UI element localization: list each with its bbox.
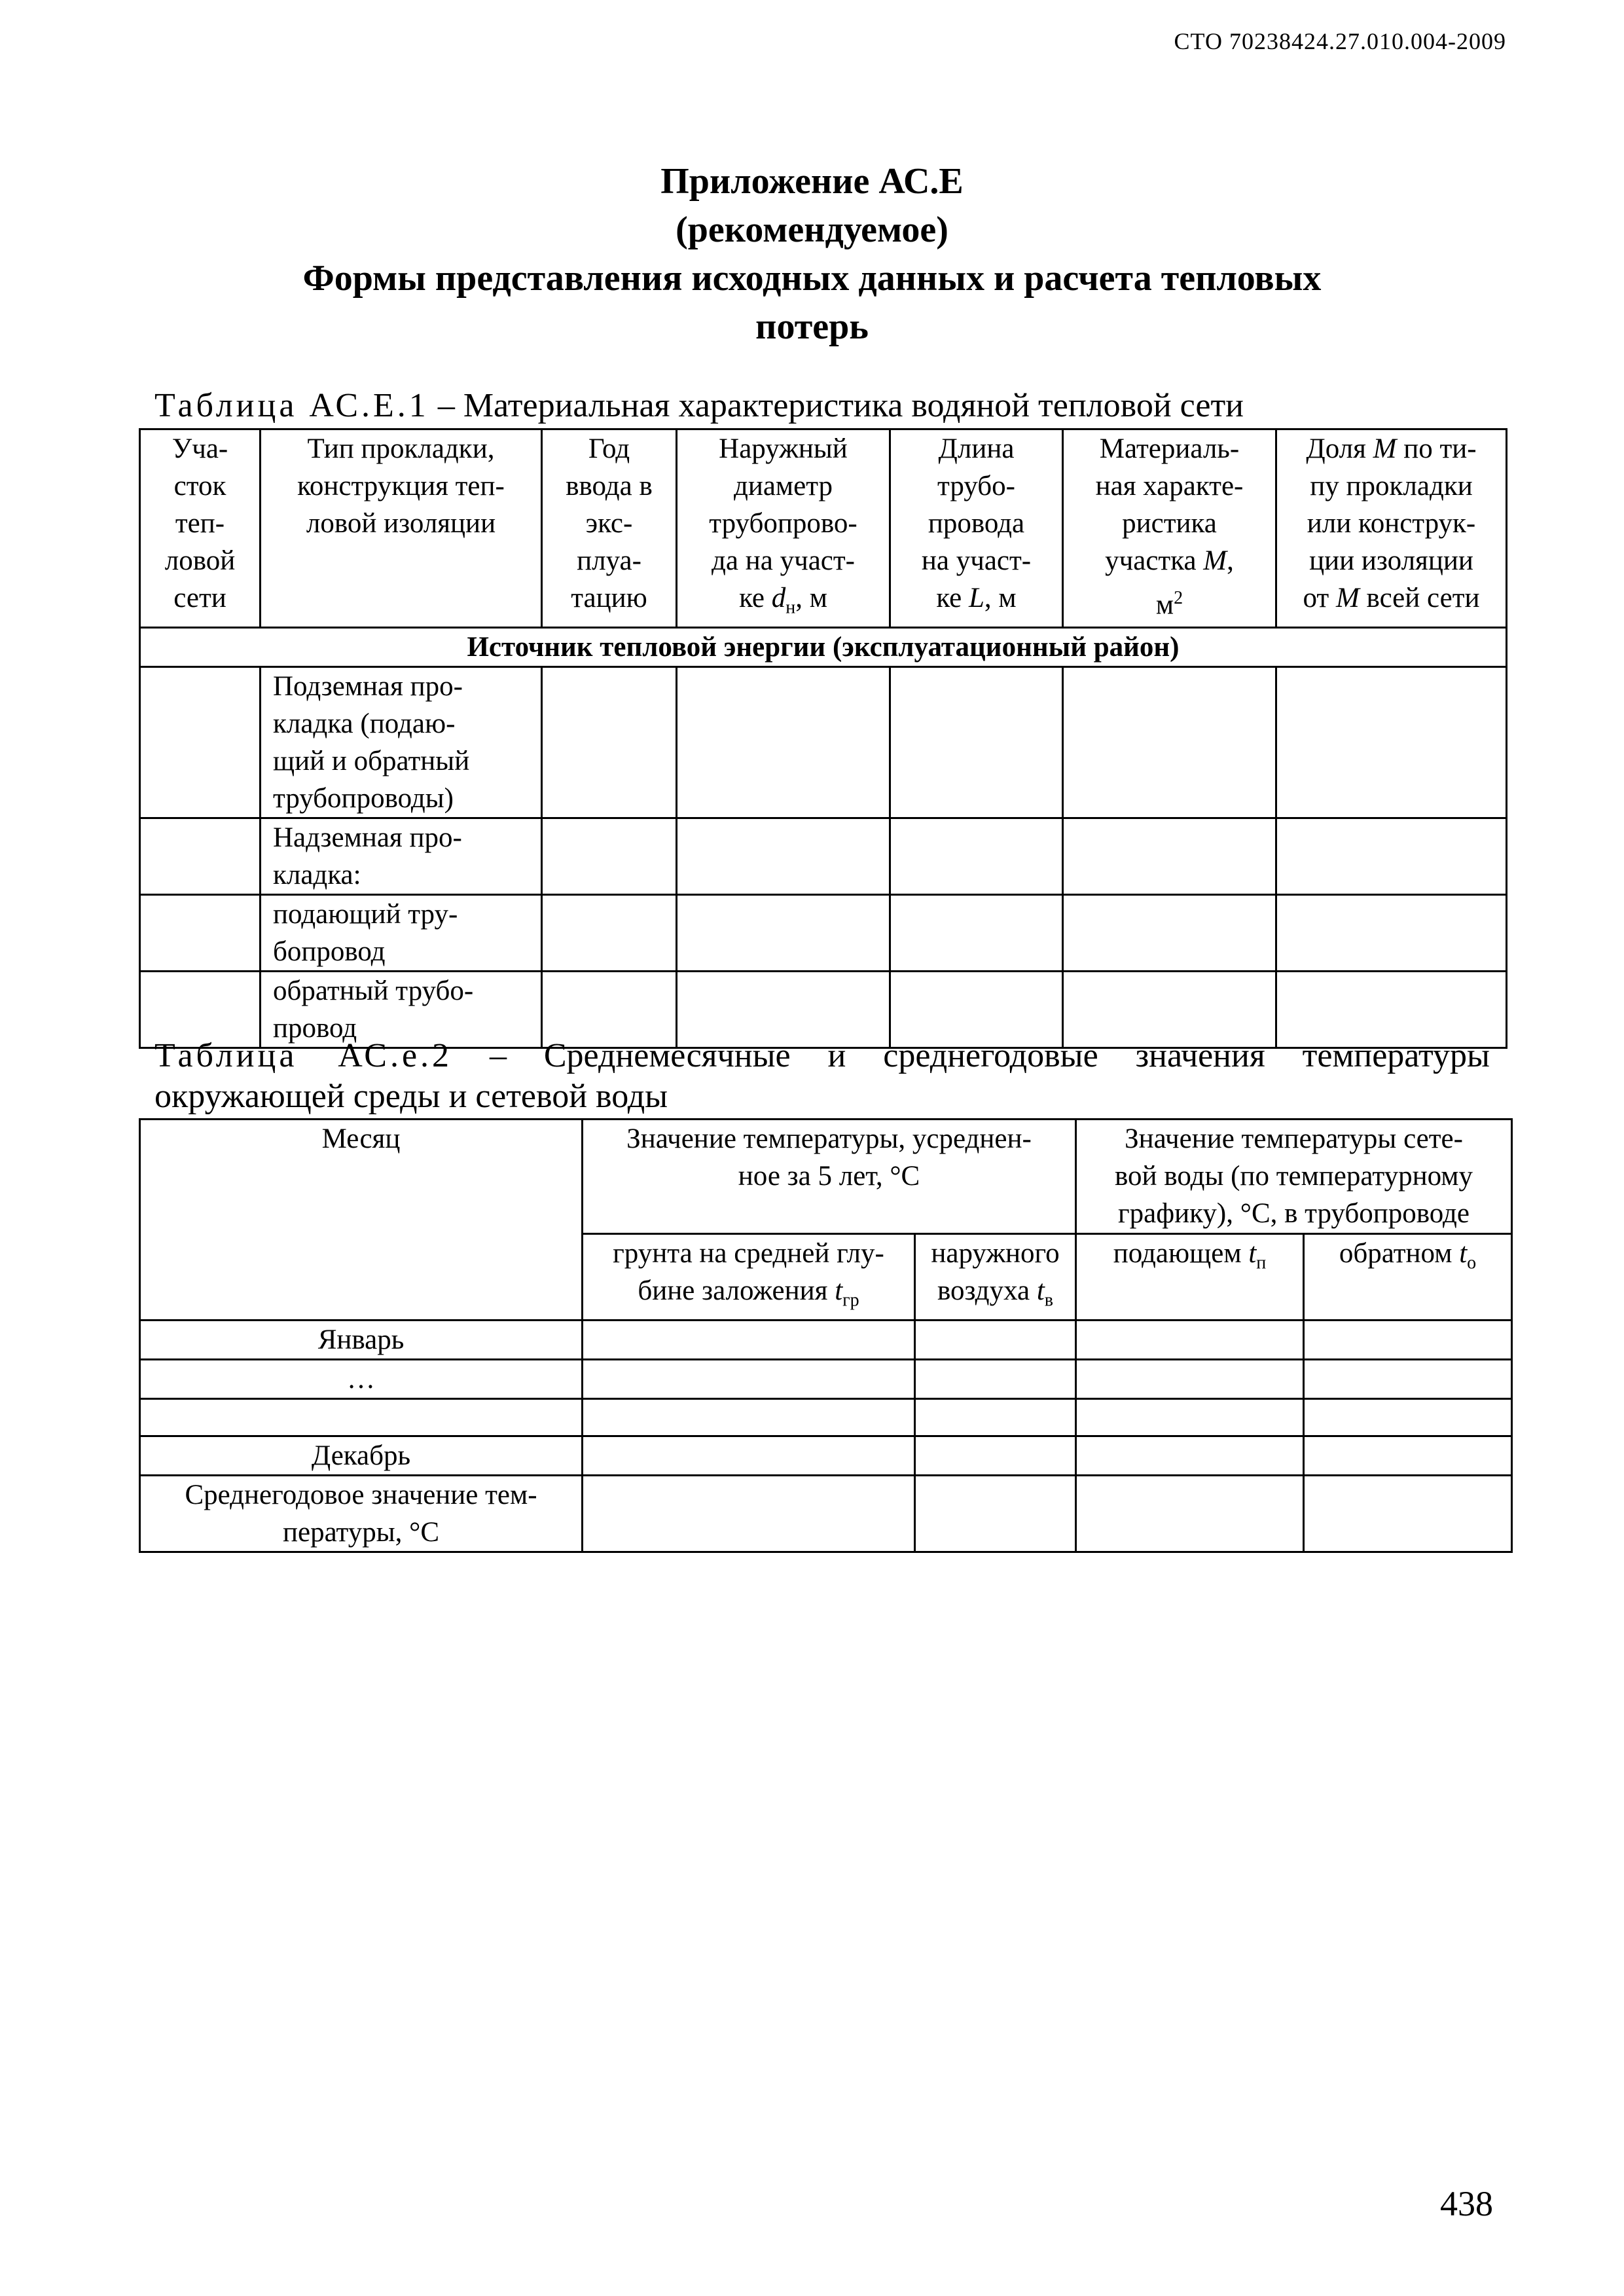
table2-header-row xyxy=(140,1120,1512,1234)
appendix-status: (рекомендуемое) xyxy=(676,210,948,250)
header-outer-diameter: Наружный диаметр трубопрово- да на участ- ке $d_н$, м xyxy=(677,429,890,628)
month-cell: Декабрь xyxy=(140,1436,583,1475)
table-row xyxy=(140,894,1507,971)
material-characteristic-table xyxy=(139,428,1507,1049)
row-label-aboveground: Надземная про- кладка: xyxy=(261,818,542,894)
row-label-underground: Подземная про- кладка (подаю- щий и обратный трубопроводы) xyxy=(261,666,542,818)
month-cell: … xyxy=(140,1359,583,1398)
header-length: Длина трубо- провода на участ- ке L, м xyxy=(890,429,1063,628)
header-month: Месяц xyxy=(140,1120,583,1321)
document-code: СТО 70238424.27.010.004-2009 xyxy=(1174,28,1506,54)
table1-header-row xyxy=(140,429,1507,628)
header-share: Доля M по ти- пу прокладки или конструк- ции изоляции от M всей сети xyxy=(1276,429,1507,628)
header-network-water-temp: Значение температуры сете- вой воды (по температурному графику), °С, в трубопроводе xyxy=(1076,1120,1512,1234)
temperature-table xyxy=(139,1118,1513,1553)
header-return: обратном $t_о$ xyxy=(1304,1234,1512,1321)
source-row-label: Источник тепловой энергии (эксплуатационный район) xyxy=(140,627,1507,666)
appendix-heading-line1: Формы представления исходных данных и расчета тепловых xyxy=(302,258,1322,299)
table-row xyxy=(140,1398,1512,1436)
row-label-supply: подающий тру- бопровод xyxy=(261,894,542,971)
table-row-annual xyxy=(140,1475,1512,1552)
page-number: 438 xyxy=(1440,2184,1493,2223)
appendix-title-block xyxy=(0,157,1624,351)
table-row xyxy=(140,666,1507,818)
month-cell: Январь xyxy=(140,1320,583,1359)
row-label-return: обратный трубо- провод xyxy=(261,971,542,1048)
header-avg-temp: Значение температуры, усреднен- ное за 5 лет, °С xyxy=(583,1120,1076,1234)
header-material-characteristic: Материаль- ная характе- ристика участка M, $м^2$ xyxy=(1063,429,1276,628)
table1-caption-text: – Материальная характеристика водяной тепловой сети xyxy=(429,387,1244,424)
appendix-heading-line2: потерь xyxy=(755,306,869,347)
annual-label: Среднегодовое значение тем- пературы, °С xyxy=(140,1475,583,1552)
table-row xyxy=(140,1436,1512,1475)
table-row xyxy=(140,818,1507,894)
header-section: Уча- сток теп- ловой сети xyxy=(140,429,261,628)
table1-caption xyxy=(154,386,1244,425)
header-air: наружного воздуха $t_в$ xyxy=(915,1234,1076,1321)
header-year: Год ввода в экс- плуа- тацию xyxy=(542,429,677,628)
source-row xyxy=(140,627,1507,666)
table-row xyxy=(140,1359,1512,1398)
month-cell xyxy=(140,1398,583,1436)
header-ground: грунта на средней глу- бине заложения $t_{гр}$ xyxy=(583,1234,915,1321)
table1-caption-label: Таблица АС.Е.1 xyxy=(154,387,429,424)
appendix-title: Приложение АС.Е xyxy=(660,161,964,202)
table-row xyxy=(140,1320,1512,1359)
table2-caption: Таблица АС.е.2 – Среднемесячные и среднегодовые значения температуры окружающей среды и сетевой воды xyxy=(154,1037,1490,1115)
table2-caption-label: Таблица АС.е.2 xyxy=(154,1037,453,1074)
header-laying-type: Тип прокладки, конструкция теп- ловой изоляции xyxy=(261,429,542,628)
header-supply: подающем $t_п$ xyxy=(1076,1234,1304,1321)
